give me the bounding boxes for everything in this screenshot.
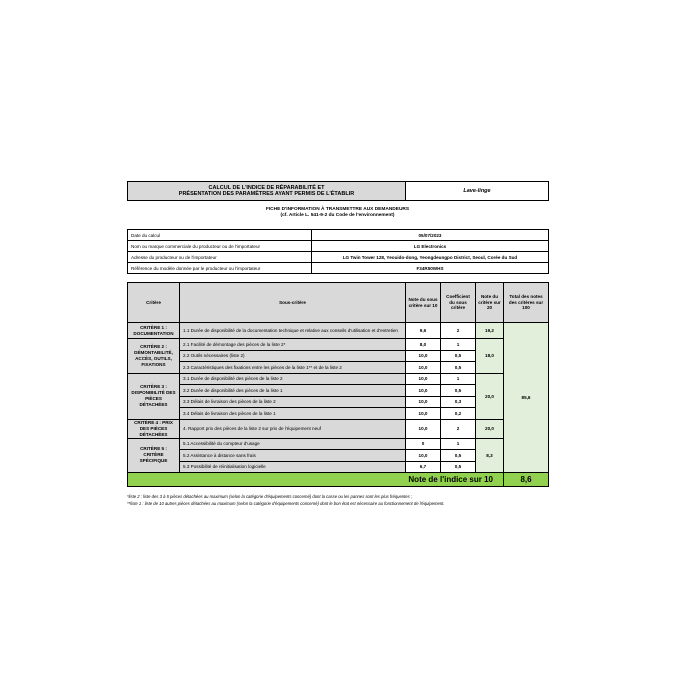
sub-criterion-label: 2.3 Caractéristiques des fixations entre les pièces de la liste 1** et de la liste 2 xyxy=(180,362,406,374)
criterion-1-score: 19,2 xyxy=(476,323,504,339)
sub-criterion-coef: 1 xyxy=(441,373,476,385)
criterion-2: CRITÈRE 2 : DÉMONTABILITÉ, ACCÈS, OUTILS, FIXATIONS xyxy=(128,339,180,374)
criterion-3-score: 20,0 xyxy=(476,373,504,419)
sub-criterion-coef: 0,5 xyxy=(441,350,476,362)
table-row xyxy=(128,323,549,339)
sub-criterion-label: 3.4 Délais de livraison des pièces de la liste 1 xyxy=(180,408,406,420)
criterion-3: CRITÈRE 3 : DISPONIBILITÉ DES PIÈCES DÉTACHÉES xyxy=(128,373,180,419)
sub-criterion-label: 4. Rapport prix des pièces de la liste 2 sur prix de l'équipement neuf xyxy=(180,419,406,438)
info-value: LG Electronics xyxy=(312,241,549,252)
criterion-5: CRITÈRE 5 : CRITÈRE SPÉCIFIQUE xyxy=(128,438,180,473)
footnotes xyxy=(127,493,548,507)
info-row xyxy=(128,230,549,241)
title-line-2: PRÉSENTATION DES PARAMÈTRES AYANT PERMIS DE L'ÉTABLIR xyxy=(178,191,355,197)
header-critere: Critère xyxy=(128,283,180,323)
sub-criterion-label: 2.1 Facilité de démontage des pièces de la liste 2* xyxy=(180,339,406,351)
info-label: Date du calcul xyxy=(128,230,312,241)
footnote-list-2: *liste 2 : liste des 3 à 5 pièces détachées au maximum (selon la catégorie d'équipements concerné) dont la casse ou les pannes sont les plus fréquentes ; xyxy=(127,494,413,499)
final-score-value: 8,6 xyxy=(504,473,549,487)
info-row xyxy=(128,263,549,274)
table-row xyxy=(128,339,549,351)
sub-criterion-coef: 0,2 xyxy=(441,408,476,420)
subtitle-line-1: FICHE D'INFORMATION À TRANSMETTRE AUX DEMANDEURS xyxy=(265,207,410,212)
sub-criterion-score: 10,0 xyxy=(406,450,441,462)
final-score-label: Note de l'indice sur 10 xyxy=(128,473,504,487)
table-row xyxy=(128,438,549,450)
criterion-4: CRITÈRE 4 : PRIX DES PIÈCES DÉTACHÉES xyxy=(128,419,180,438)
header-note-critere: Note du critère sur 20 xyxy=(476,283,504,323)
criterion-1: CRITÈRE 1 : DOCUMENTATION xyxy=(128,323,180,339)
sub-criterion-score: 10,0 xyxy=(406,419,441,438)
header-note-sous-critere: Note du sous critère sur 10 xyxy=(406,283,441,323)
sub-criterion-label: 5.2 Assistance à distance sans frais xyxy=(180,450,406,462)
sub-criterion-coef: 0,5 xyxy=(441,450,476,462)
sub-criterion-coef: 0,3 xyxy=(441,396,476,408)
sub-criterion-coef: 2 xyxy=(441,419,476,438)
sub-criterion-coef: 2 xyxy=(441,323,476,339)
info-label: Nom ou marque commerciale du producteur ou de l'importateur xyxy=(128,241,312,252)
sub-criterion-label: 1.1 Durée de disponibilité de la documentation technique et relative aux conseils d'utilisation et d'entretien xyxy=(180,323,406,339)
product-category: Lave-linge xyxy=(406,182,549,201)
info-value: LG Twin Tower 128, Yeouido-dong, Yeongdeungpo District, Seoul, Corée du Sud xyxy=(312,252,549,263)
info-value: 05/07/2023 xyxy=(312,230,549,241)
sub-criterion-score: 10,0 xyxy=(406,408,441,420)
sub-criterion-score: 10,0 xyxy=(406,373,441,385)
header-table xyxy=(127,181,549,201)
sub-criterion-label: 3.3 Délais de livraison des pièces de la liste 2 xyxy=(180,396,406,408)
score-table xyxy=(127,282,549,487)
sub-criterion-coef: 1 xyxy=(441,339,476,351)
criterion-2-score: 18,0 xyxy=(476,339,504,374)
info-label: Adresse du producteur ou de l'importateur xyxy=(128,252,312,263)
header-coefficient: Coefficient du sous critère xyxy=(441,283,476,323)
info-row xyxy=(128,241,549,252)
sub-criterion-label: 2.2 Outils nécessaires (liste 2) xyxy=(180,350,406,362)
sub-criterion-label: 5.1 Accessibilité du compteur d'usage xyxy=(180,438,406,450)
title-line-1: CALCUL DE L'INDICE DE RÉPARABILITÉ ET xyxy=(208,184,325,191)
sub-criterion-score: 10,0 xyxy=(406,396,441,408)
header-total: Total des notes des critères sur 100 xyxy=(504,283,549,323)
info-table xyxy=(127,229,549,274)
sub-criterion-score: 10,0 xyxy=(406,385,441,397)
criterion-5-score: 8,3 xyxy=(476,438,504,473)
sub-criterion-coef: 0,5 xyxy=(441,385,476,397)
info-label: Référence du modèle donnée par le producteur ou l'importateur xyxy=(128,263,312,274)
document-title xyxy=(128,182,406,201)
sub-criterion-label: 3.2 Durée de disponibilité des pièces de la liste 1 xyxy=(180,385,406,397)
total-score: 85,6 xyxy=(504,323,549,473)
sub-criterion-coef: 1 xyxy=(441,438,476,450)
table-header-row xyxy=(128,283,549,323)
criterion-4-score: 20,0 xyxy=(476,419,504,438)
subtitle xyxy=(127,207,548,219)
header-sous-critere: Sous-critère xyxy=(180,283,406,323)
sub-criterion-score: 10,0 xyxy=(406,350,441,362)
info-value: F34R50WHS xyxy=(312,263,549,274)
subtitle-line-2: (cf. Article L. 541-9-2 du Code de l'environnement) xyxy=(280,213,395,218)
sub-criterion-score: 10,0 xyxy=(406,362,441,374)
sub-criterion-score: 8,0 xyxy=(406,339,441,351)
sub-criterion-coef: 0,5 xyxy=(441,362,476,374)
info-row xyxy=(128,252,549,263)
sub-criterion-score: 9,6 xyxy=(406,323,441,339)
sub-criterion-score: 6,7 xyxy=(406,461,441,473)
sub-criterion-label: 3.1 Durée de disponibilité des pièces de la liste 2 xyxy=(180,373,406,385)
final-score-row xyxy=(128,473,549,487)
sub-criterion-label: 5.3 Possibilité de réinitialisation logicielle xyxy=(180,461,406,473)
table-row xyxy=(128,419,549,438)
footnote-list-1: **liste 1 : liste de 10 autres pièces détachées au maximum (selon la catégorie d'équipements concerné) dont le bon état est nécessaire au fonctionnement de l'équipement. xyxy=(127,501,445,506)
table-row xyxy=(128,373,549,385)
sub-criterion-coef: 0,5 xyxy=(441,461,476,473)
sub-criterion-score: 0 xyxy=(406,438,441,450)
